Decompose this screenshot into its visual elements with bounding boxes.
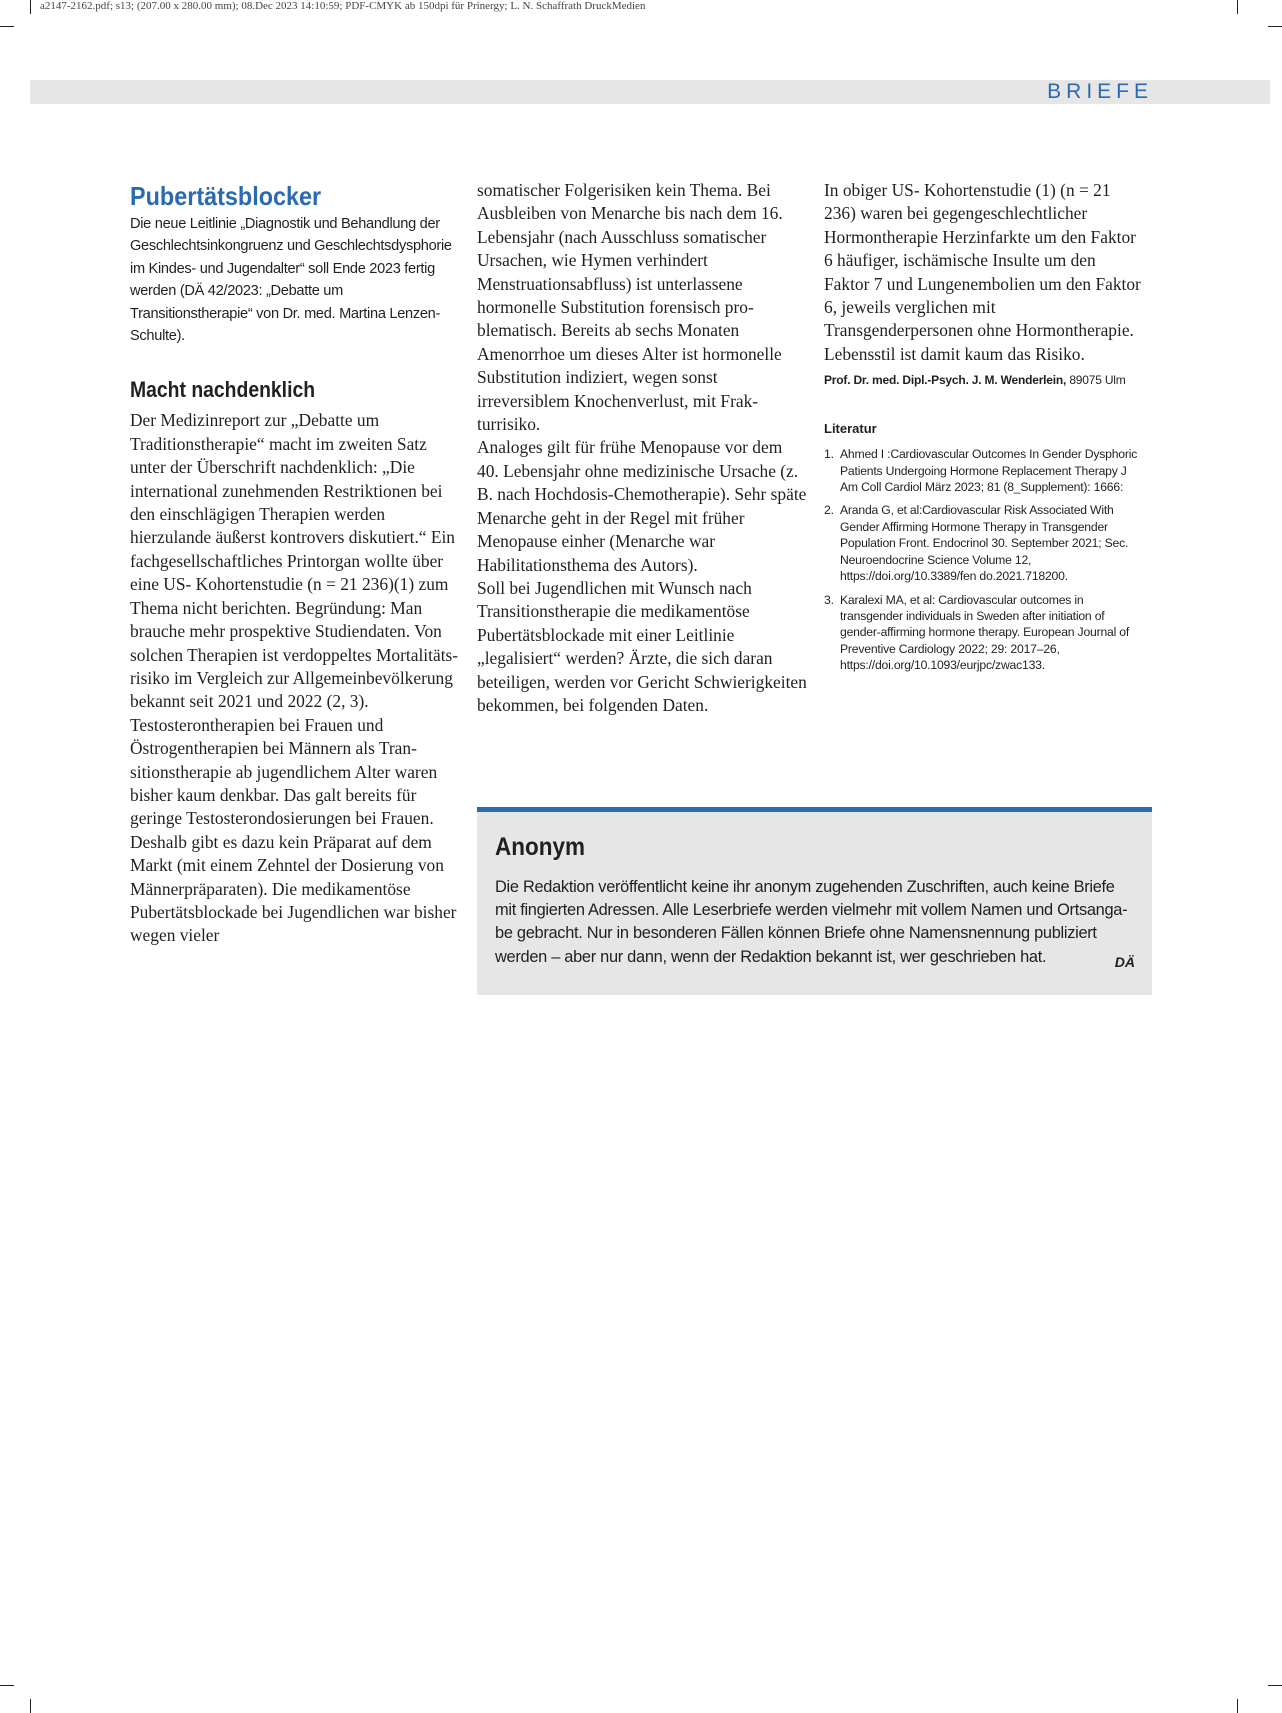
crop-mark-top-left-h	[0, 26, 14, 27]
body-paragraph: Analoges gilt für frühe Menopause vor dem 40. Lebensjahr ohne medizinische Ursache (z. B. nach Hochdosis-Chemotherapie). Sehr späte Menarche geht in der Regel mit früher Menopause einher (Menarche war Habilitationsthema des Autors).	[477, 437, 807, 575]
column-1	[130, 177, 460, 948]
reference-item	[824, 446, 1144, 495]
article-lead: Die neue Leitlinie „Diagnostik und Behandlung der Geschlechtsinkongruenz und Geschlechtsdysphorie im Kindes- und Jugendalter“ soll Ende 2023 fertig werden (DÄ 42/2023: „Debatte um Transitionstherapie“ von Dr. med. Martina Lenzen-Schulte).	[130, 216, 452, 345]
crop-mark-bottom-left-h	[0, 1685, 14, 1686]
print-slug: a2147-2162.pdf; s13; (207.00 x 280.00 mm); 08.Dec 2023 14:10:59; PDF-CMYK ab 150dpi für Prinergy; L. N. Schaffrath DruckMedien	[40, 0, 646, 12]
author-name: Prof. Dr. med. Dipl.-Psych. J. M. Wenderlein,	[824, 373, 1067, 388]
reference-number: 3.	[824, 592, 834, 607]
column-2	[477, 179, 807, 717]
body-paragraph: somatischer Folgerisiken kein Thema. Bei Ausbleiben von Menarche bis nach dem 16. Lebensjahr (nach Ausschluss somatischer Ursachen, wie Hymen verhindert Menstruationsabfluss) ist unterlassene hormonelle Substitution forensisch problematisch. Bereits ab sechs Monaten Amenorrhoe um dieses Alter ist hormonelle Substitution indiziert, wegen sonst irreversiblem Knochenverlust, mit Frakturrisiko.	[477, 180, 783, 435]
crop-mark-top-left	[30, 0, 31, 14]
section-label: BRIEFE	[1047, 80, 1153, 103]
reference-number: 2.	[824, 503, 834, 518]
reference-text: Ahmed I :Cardiovascular Outcomes In Gender Dysphoric Patients Undergoing Hormone Replacement Therapy J Am Coll Cardiol März 2023; 81 (8_Supplement): 1666:	[840, 447, 1138, 495]
reference-list	[824, 446, 1144, 673]
crop-mark-bottom-right-h	[1268, 1685, 1282, 1686]
column-3	[824, 179, 1144, 681]
literature-title: Literatur	[824, 421, 877, 437]
crop-mark-top-right	[1237, 0, 1238, 14]
body-paragraph: In obiger US- Kohortenstudie (1) (n = 21 236) waren bei gegengeschlechtlicher Hormontherapie Herzinfarkte um den Faktor 6 häufiger, ischämische Insulte um den Faktor 7 und Lungenembolien um den Faktor 6, jeweils verglichen mit Transgenderpersonen ohne Hormontherapie. Lebensstil ist damit kaum das Risiko.	[824, 180, 1141, 364]
body-paragraph: Der Medizinreport zur „Debatte um Traditionstherapie“ macht im zweiten Satz unter der Überschrift nachdenklich: „Die international zunehmenden Restriktionen bei den einschlägigen Therapien werden hierzulande äußerst kontrovers diskutiert.“ Ein fachgesellschaftliches Printorgan wollte über eine US- Kohortenstudie (n = 21 236)(1) zum Thema nicht berichten. Begründung: Man brauche mehr prospektive Studiendaten. Von solchen Therapien ist verdoppeltes Mortalitätsrisiko im Vergleich zur Allgemeinbevölkerung bekannt seit 2021 und 2022 (2, 3).	[130, 410, 459, 712]
crop-mark-bottom-left	[30, 1699, 31, 1713]
author-place: 89075 Ulm	[1069, 373, 1126, 388]
body-paragraph: Soll bei Jugendlichen mit Wunsch nach Transitionstherapie die medikamentöse Pubertätsblockade mit einer Leitlinie „legalisiert“ werden? Ärzte, die sich daran beteiligen, werden vor Gericht Schwierigkeiten bekommen, bei folgenden Daten.	[477, 577, 807, 715]
reference-item	[824, 592, 1144, 674]
letter-heading: Macht nachdenklich	[130, 377, 316, 403]
reference-text: Aranda G, et al:Cardiovascular Risk Associated With Gender Affirming Hormone Therapy in Transgender Population Front. Endocrinol 30. September 2021; Sec. Neuroendocrine Science Volume 12, https://doi.org/10.3389/fen do.2021.718200.	[840, 503, 1129, 584]
notice-title: Anonym	[495, 833, 585, 861]
reference-item	[824, 502, 1144, 584]
crop-mark-bottom-right	[1237, 1699, 1238, 1713]
reference-number: 1.	[824, 447, 834, 462]
anonym-notice-box	[477, 807, 1152, 995]
crop-mark-top-right-h	[1268, 26, 1282, 27]
reference-text: Karalexi MA, et al: Cardiovascular outcomes in transgender individuals in Sweden after initiation of gender-affirming hormone therapy. European Journal of Preventive Cardiology 2022; 29: 2017–26, https://doi.org/10.1093/eurjpc/zwac133.	[840, 592, 1130, 673]
article-title: Pubertätsblocker	[130, 181, 322, 211]
author-signature	[824, 371, 1144, 389]
body-paragraph: Testosterontherapien bei Frauen und Östrogentherapien bei Männern als Transitionstherapie ab jugendlichem Alter waren bisher kaum denkbar. Das galt bereits für geringe Testosterondosierungen bei Frauen. Deshalb gibt es dazu kein Präparat auf dem Markt (mit einem Zehntel der Dosierung von Männerpräparaten). Die medikamentöse Pubertätsblockade bei Jugendlichen war bisher wegen vieler	[130, 714, 457, 946]
notice-text: Die Redaktion veröffentlicht keine ihr anonym zugehenden Zuschriften, auch keine Briefe mit fingierten Adressen. Alle Leserbriefe werden vielmehr mit vollem Namen und Ortsangabe gebracht. Nur in besonderen Fällen können Briefe ohne Namensnennung publiziert werden – aber nur dann, wenn der Redaktion bekannt ist, wer geschrieben hat.	[495, 878, 1128, 966]
notice-signature: DÄ	[1114, 954, 1135, 970]
